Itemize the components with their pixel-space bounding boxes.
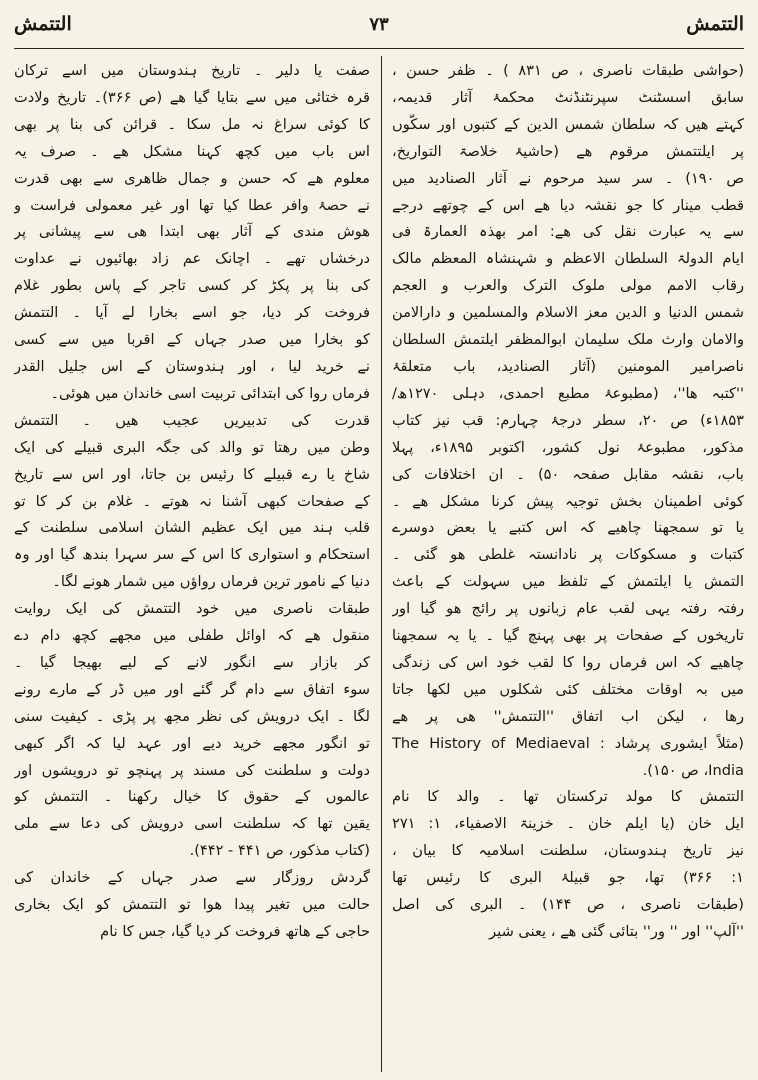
text-line: سوء اتفاق سے دام گر گئے اور میں ڈر کے مارے رونے (14, 680, 370, 698)
text-line: نیز تاریخ ہندوستان، سلطنت اسلامیہ کا بیان ، (392, 842, 744, 860)
text-line: رفتہ رفتہ یہی لقب عام زبانوں پر رائج ھو گیا اور (392, 600, 744, 618)
text-line: (مثلاً ایشوری پرشاد : The History of Mediaeval (392, 734, 744, 752)
text-line: نے خرید لیا ، اور ہندوستان کے اس جلیل القدر (14, 357, 370, 375)
text-line: صفت یا دلیر ۔ تاریخ ہندوستان میں اسے ترکان (14, 62, 370, 79)
text-line: قلب ہند میں ایک عظیم الشان اسلامی سلطنت کے (14, 519, 370, 537)
text-line: منقول ھے کہ اوائل طفلی میں مجھے کچھ دام دے (14, 627, 370, 645)
text-line: ''کتبہ ھا''، (مطبوعۂ مطبع احمدی، دہلی ۱۲۷۰ھ/ (392, 384, 744, 402)
text-line: کے صفحات کبھی آشنا نہ ھوتے ۔ غلام بن کر کا تو (14, 492, 370, 510)
page-header (14, 6, 744, 42)
column-divider (381, 56, 382, 1072)
text-line: رھا ، لیکن اب اتفاق ''التتمش'' ھی پر ھے (392, 707, 744, 725)
text-line: ص ۱۹۰) ۔ سر سید مرحوم نے آثار الصنادید میں (392, 169, 744, 187)
text-line: قطب مینار کا جو نقشہ دیا ھے اس کے چوتھے درجے (392, 196, 744, 214)
text-line: والامان وارث ملک سلیمان ابوالمظفر ایلتمش السلطان (392, 331, 744, 349)
text-line: ھوش مندی کے آثار بھی ابتدا ھی سے پیشانی پر (14, 223, 370, 241)
text-line: لگا ۔ ایک درویش کی نظر مجھ پر پڑی ۔ کیفیت سنی (14, 707, 370, 725)
text-line: سے یہ عبارت نقل کی ھے: امر بھذہ العمارۃ فی (392, 223, 744, 241)
text-line: معلوم ھے کہ حسن و جمال ظاھری سے بھی قدرت (14, 169, 370, 187)
running-title-left: التتمش (14, 13, 72, 35)
text-line: عالموں کے حقوق کا خیال رکھنا ۔ التتمش کو (14, 788, 370, 806)
text-line: میں بہ اوقات مختلف کئی شکلوں میں لکھا جاتا (392, 680, 744, 698)
text-line: ۱: ۳۶۶) تھا، جو قبیلۂ البری کا رئیس تھا (392, 869, 744, 887)
left-text-column (14, 58, 370, 1076)
text-line: طبقات ناصری میں خود التتمش کی ایک روایت (14, 600, 370, 618)
text-line: وطن میں رھتا تو والد کی جگہ البری قبیلے کی ایک (14, 438, 370, 456)
text-line: کوئی اطمینان بخش توجیہ پیش کرنا مشکل ھے ۔ (392, 492, 744, 510)
text-line: سابق اسسٹنٹ سپرنٹنڈنٹ محکمۂ آثار قدیمہ، (392, 88, 744, 106)
text-line: شمس الدنیا و الدین معز الاسلام والمسلمین و دارالامن (392, 304, 744, 322)
header-rule (14, 48, 744, 49)
text-line: ''آلپ'' اور '' ور'' بتائی گئی ھے ، یعنی شیر (489, 923, 744, 940)
text-line: رقاب الامم مولی ملوک الترک والعرب و العجم (392, 277, 744, 295)
text-line: کر بازار سے انگور لانے کے لیے بھیجا گیا ۔ (14, 653, 370, 671)
text-line: کہتے ھیں کہ سلطان شمس الدین کے کتبوں اور سکّوں (392, 115, 744, 133)
text-line: ایل خان (یا ایلم خان ۔ خزینۃ الاصفیاء، ۱: ۲۷۱ (392, 815, 744, 833)
text-line: شاخ یا رے قبیلے کا رئیس بن جاتا، اور اس سے تاریخ (14, 465, 370, 483)
text-line: ایام الدولۃ السلطان الاعظم و شہنشاہ المعظم مالک (392, 250, 744, 268)
text-line: فرماں روا کی ابتدائی تربیت اسی خاندان میں ھوئی۔ (50, 384, 370, 402)
text-line: کا کوئی سراغ نہ مل سکا ۔ قرائن کی بنا پر بھی (14, 115, 370, 133)
text-line: دنیا کے نامور ترین فرماں رواؤں میں شمار ھونے لگا۔ (52, 573, 370, 591)
text-line: استحکام و استواری کا اس کے سر سہرا بندھ گیا اور وہ (14, 546, 370, 564)
text-line: تاریخوں کے صفحات پر بھی پہنچ گیا ۔ یا یہ سمجھنا (392, 627, 744, 645)
text-line: دولت و سلطنت کی مسند پر پہنچو تو درویشوں اور (14, 761, 370, 779)
text-line: India، ص ۱۵۰). (642, 761, 744, 779)
text-line: گردش روزگار سے صدر جہاں کے خاندان کی (14, 869, 370, 887)
text-line: یا تو سمجھنا چاھیے کہ اس کتبے یا بعض دوسرے (392, 519, 744, 537)
text-line: فروخت کر دیا، جو اسے بخارا لے آیا ۔ التتمش (14, 304, 370, 322)
text-line: نے حصۂ وافر عطا کیا تھا اور غیر معمولی فراست و (14, 196, 370, 214)
text-line: چاھیے کہ اس فرماں روا کا لقب خود اس کی زندگی (392, 653, 744, 671)
text-line: مذکور، مطبوعۂ نول کشور، اکتوبر ۱۸۹۵ء، پہلا (392, 438, 744, 456)
text-line: حاجی کے ھاتھ فروخت کر دیا گیا، جس کا نام (100, 923, 370, 940)
text-line: (حواشی طبقات ناصری ، ص ۸۳۱ ) ۔ ظفر حسن ، (392, 62, 744, 79)
text-line: (طبقات ناصری ، ص ۱۴۴) ۔ البری کی اصل (392, 896, 744, 914)
text-line: قدرت کی تدبیریں عجیب ھیں ۔ التتمش (14, 411, 370, 429)
text-line: یقین تھا کہ سلطنت اسی درویش کی دعا سے ملی (14, 815, 370, 833)
text-line: کو بخارا میں صدر جہاں کے اقربا میں سے کسی (14, 331, 370, 349)
text-line: ناصرامیر المومنین (آثار الصنادید، باب متعلقۂ (392, 357, 744, 375)
text-line: کتبات و مسکوکات پر نادانستہ غلطی ھو گئی ۔ (392, 546, 744, 564)
text-line: تو انگور مجھے خرید دیے اور عہد لیا کہ اگر کبھی (14, 734, 370, 752)
text-line: پر ایلتتمش مرقوم ھے (حاشیۂ خلاصۃ التواریخ، (392, 142, 744, 160)
text-line: درخشاں تھے ۔ اچانک عم زاد بھائیوں نے عداوت (14, 250, 370, 268)
text-line: (کتاب مذکور، ص ۴۴۱ - ۴۴۲). (189, 842, 370, 860)
text-line: التتمش کا مولد ترکستان تھا ۔ والد کا نام (392, 788, 744, 806)
text-line: حالت میں تغیر پیدا ھوا تو التتمش کو ایک بخاری (14, 896, 370, 914)
text-line: باب، نقشہ مقابل صفحہ ۵۰) ۔ ان اختلافات کی (392, 465, 744, 483)
text-line: التمش یا ایلتمش کے تلفظ میں سہولت کے باعث (392, 573, 744, 591)
running-title-right: التتمش (686, 13, 744, 35)
right-text-column (392, 58, 744, 1076)
text-line: کی بنا پر پکڑ کر کسی تاجر کے پاس بطور غلام (14, 277, 370, 295)
page-number: ۷۳ (369, 13, 389, 35)
text-line: اس باب میں کچھ کہنا مشکل ھے ۔ صرف یہ (14, 142, 370, 160)
text-line: ۱۸۵۳ء) ص ۲۰، سطر درجۂ چہارم: قب نیز کتاب (392, 411, 744, 429)
text-line: قرہ ختائی میں سے بتایا گیا ھے (ص ۳۶۶)۔ تاریخ ولادت (14, 88, 370, 106)
